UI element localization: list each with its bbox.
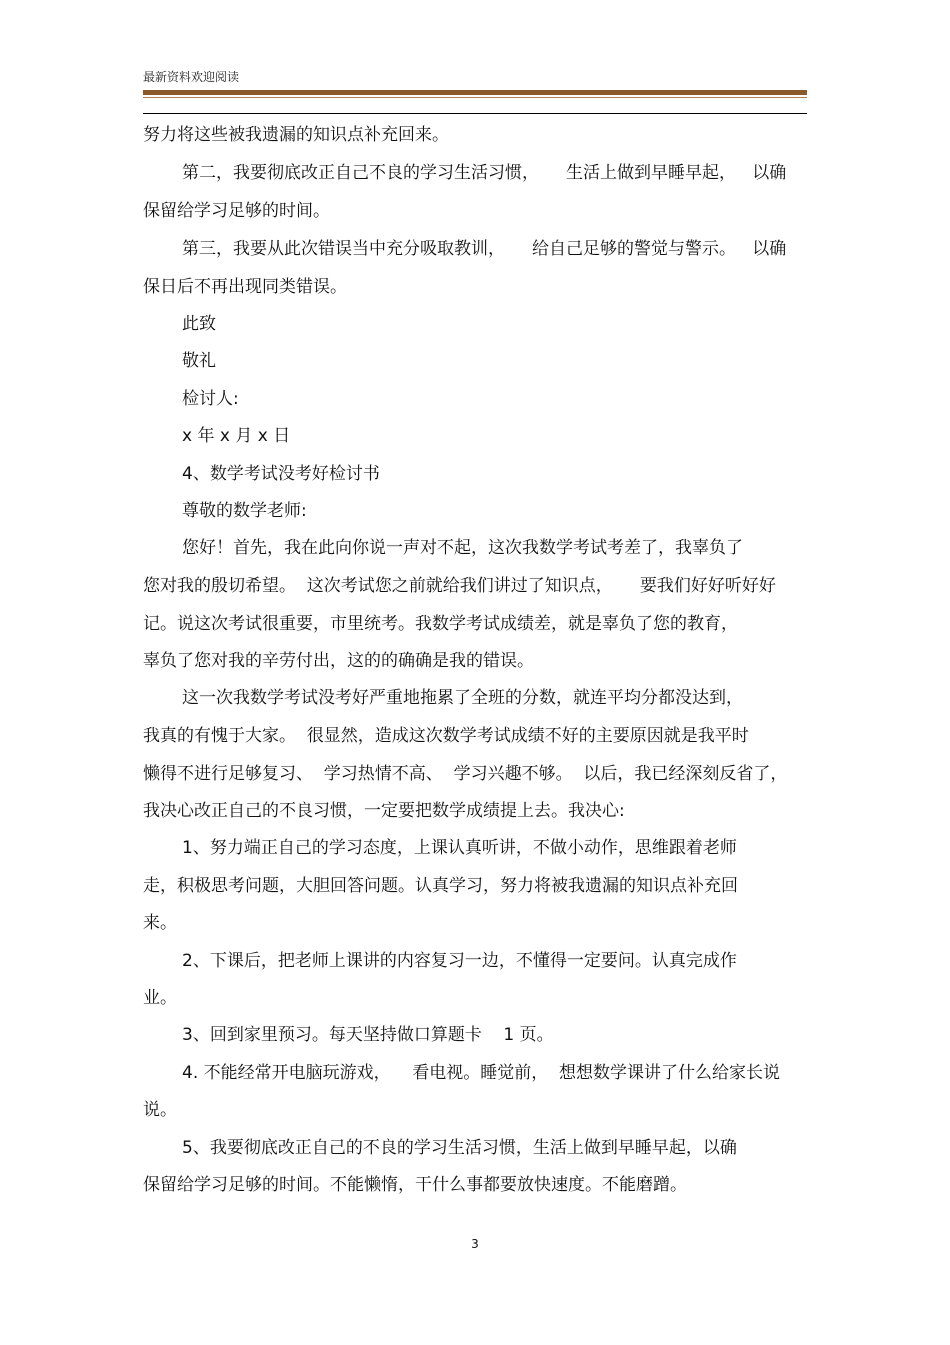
- text-line: 3、回到家里预习。每天坚持做口算题卡 1 页。: [182, 1025, 554, 1045]
- text-line: 保留给学习足够的时间。: [143, 201, 330, 221]
- text-line: 您对我的殷切希望。 这次考试您之前就给我们讲过了知识点， 要我们好好听好好: [143, 576, 776, 596]
- header-rule-thick: [143, 90, 807, 95]
- text-line: 辜负了您对我的辛劳付出，这的的确确是我的错误。: [143, 651, 534, 671]
- text-line: 4、数学考试没考好检讨书: [182, 464, 380, 484]
- text-line: 这一次我数学考试没考好严重地拖累了全班的分数，就连平均分都没达到，: [182, 688, 743, 708]
- page-number: 3: [471, 1237, 479, 1251]
- text-line: 敬礼: [182, 351, 216, 371]
- text-line: 懒得不进行足够复习、 学习热情不高、 学习兴趣不够。 以后，我已经深刻反省了，: [143, 764, 788, 784]
- text-line: 此致: [182, 314, 216, 334]
- text-line: 保留给学习足够的时间。不能懒惰，干什么事都要放快速度。不能磨蹭。: [143, 1175, 687, 1195]
- header-rule-black: [143, 113, 807, 114]
- text-line: 第三，我要从此次错误当中充分吸取教训， 给自己足够的警觉与警示。 以确: [182, 239, 787, 259]
- text-line: 尊敬的数学老师:: [182, 501, 307, 521]
- text-line: 努力将这些被我遗漏的知识点补充回来。: [143, 125, 449, 145]
- text-line: 保日后不再出现同类错误。: [143, 277, 347, 297]
- text-line: 检讨人:: [182, 389, 239, 409]
- text-line: x 年 x 月 x 日: [182, 426, 291, 446]
- text-line: 2、下课后，把老师上课讲的内容复习一边，不懂得一定要问。认真完成作: [182, 951, 737, 971]
- text-line: 我真的有愧于大家。 很显然，造成这次数学考试成绩不好的主要原因就是我平时: [143, 726, 749, 746]
- text-line: 5、我要彻底改正自己的不良的学习生活习惯，生活上做到早睡早起，以确: [182, 1138, 737, 1158]
- text-line: 业。: [143, 988, 177, 1008]
- header-title: 最新资料欢迎阅读: [143, 70, 240, 84]
- text-line: 4. 不能经常开电脑玩游戏， 看电视。睡觉前， 想想数学课讲了什么给家长说: [182, 1063, 781, 1083]
- text-line: 您好！首先，我在此向你说一声对不起，这次我数学考试考差了，我辜负了: [182, 538, 743, 558]
- header-rule-thin: [143, 97, 807, 98]
- text-line: 1、努力端正自己的学习态度，上课认真听讲，不做小动作，思维跟着老师: [182, 838, 737, 858]
- text-line: 说。: [143, 1100, 177, 1120]
- text-line: 第二，我要彻底改正自己不良的学习生活习惯， 生活上做到早睡早起， 以确: [182, 163, 787, 183]
- text-line: 走，积极思考问题，大胆回答问题。认真学习，努力将被我遗漏的知识点补充回: [143, 876, 738, 896]
- text-line: 来。: [143, 913, 177, 933]
- text-line: 记。说这次考试很重要，市里统考。我数学考试成绩差，就是辜负了您的教育，: [143, 614, 738, 634]
- text-line: 我决心改正自己的不良习惯，一定要把数学成绩提上去。我决心:: [143, 801, 625, 821]
